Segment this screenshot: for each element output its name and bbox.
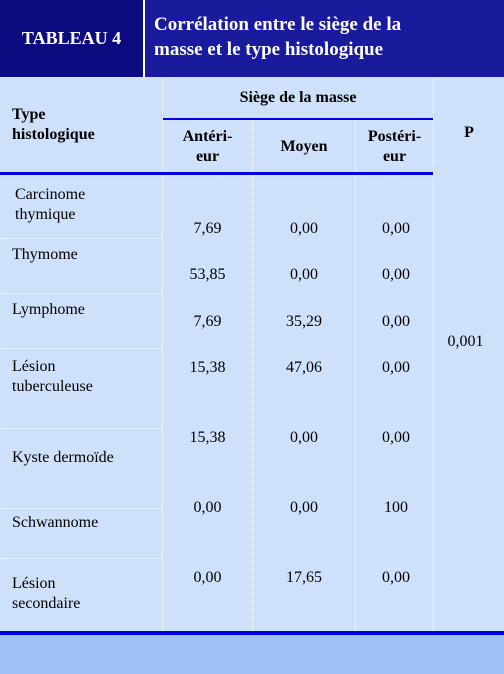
row-label-line2: secondaire bbox=[12, 595, 81, 612]
header-rule bbox=[0, 172, 433, 175]
col-header-posterieur-line2: eur bbox=[382, 148, 407, 165]
col-header-anterieur bbox=[163, 127, 252, 167]
col-header-type-line1: Type bbox=[12, 106, 46, 123]
col-header-anterieur-line1: Antéri- bbox=[182, 128, 233, 145]
cell-anterieur: 0,00 bbox=[193, 569, 222, 586]
cell-anterieur: 53,85 bbox=[189, 266, 226, 283]
row-label: Kyste dermoïde bbox=[12, 449, 114, 466]
cell-posterieur: 0,00 bbox=[382, 220, 410, 237]
row-label-line2: thymique bbox=[15, 206, 76, 223]
cell-posterieur: 0,00 bbox=[382, 313, 410, 330]
cell-moyen: 17,65 bbox=[286, 569, 322, 586]
row-label: Thymome bbox=[12, 246, 78, 263]
cell-moyen: 0,00 bbox=[290, 266, 318, 283]
row-label bbox=[12, 357, 93, 397]
cell-anterieur: 15,38 bbox=[189, 359, 226, 376]
row-divider bbox=[0, 293, 162, 294]
col-header-posterieur-line1: Postéri- bbox=[367, 128, 422, 145]
row-divider bbox=[0, 348, 162, 349]
cell-posterieur: 0,00 bbox=[382, 429, 410, 446]
row-label bbox=[15, 185, 85, 225]
cell-posterieur: 0,00 bbox=[382, 266, 410, 283]
col-group-header: Siège de la masse bbox=[239, 89, 357, 106]
table-title-line1: Corrélation entre le siège de la bbox=[154, 14, 402, 35]
col-header-anterieur-line2: eur bbox=[195, 148, 220, 165]
row-label-line1: Lésion bbox=[12, 575, 56, 592]
cell-posterieur: 0,00 bbox=[382, 569, 410, 586]
col-header-type-line2: histologique bbox=[12, 126, 95, 143]
table-label-box bbox=[0, 0, 145, 77]
col-header-moyen: Moyen bbox=[280, 138, 328, 155]
row-label: Lymphome bbox=[12, 301, 85, 318]
row-divider bbox=[0, 558, 162, 559]
row-label-line2: tuberculeuse bbox=[12, 378, 93, 395]
table-title-line2: masse et le type histologique bbox=[154, 39, 384, 60]
cell-moyen: 47,06 bbox=[286, 359, 322, 376]
row-divider bbox=[0, 238, 162, 239]
cell-anterieur: 7,69 bbox=[193, 220, 222, 237]
footer-band bbox=[0, 635, 504, 674]
table-title bbox=[154, 12, 401, 62]
grid-line bbox=[433, 79, 434, 631]
group-header-rule bbox=[163, 118, 433, 120]
col-header-posterieur bbox=[356, 127, 433, 167]
cell-anterieur: 15,38 bbox=[189, 429, 226, 446]
cell-anterieur: 7,69 bbox=[193, 313, 222, 330]
p-value: 0,001 bbox=[447, 333, 484, 350]
row-divider bbox=[0, 428, 162, 429]
row-divider bbox=[0, 508, 162, 509]
cell-anterieur: 0,00 bbox=[193, 499, 222, 516]
cell-moyen: 35,29 bbox=[286, 313, 322, 330]
row-label: Schwannome bbox=[12, 514, 99, 531]
row-label-line1: Carcinome bbox=[15, 186, 86, 203]
row-label bbox=[12, 574, 80, 614]
table-label: TABLEAU 4 bbox=[21, 28, 122, 48]
row-label-line1: Lésion bbox=[12, 358, 56, 375]
cell-moyen: 0,00 bbox=[290, 429, 318, 446]
col-header-p: P bbox=[464, 124, 474, 141]
cell-moyen: 0,00 bbox=[290, 499, 318, 516]
cell-moyen: 0,00 bbox=[290, 220, 318, 237]
col-header-type bbox=[12, 105, 95, 145]
cell-posterieur: 100 bbox=[384, 499, 408, 516]
table-title-box bbox=[145, 0, 504, 77]
cell-posterieur: 0,00 bbox=[382, 359, 410, 376]
